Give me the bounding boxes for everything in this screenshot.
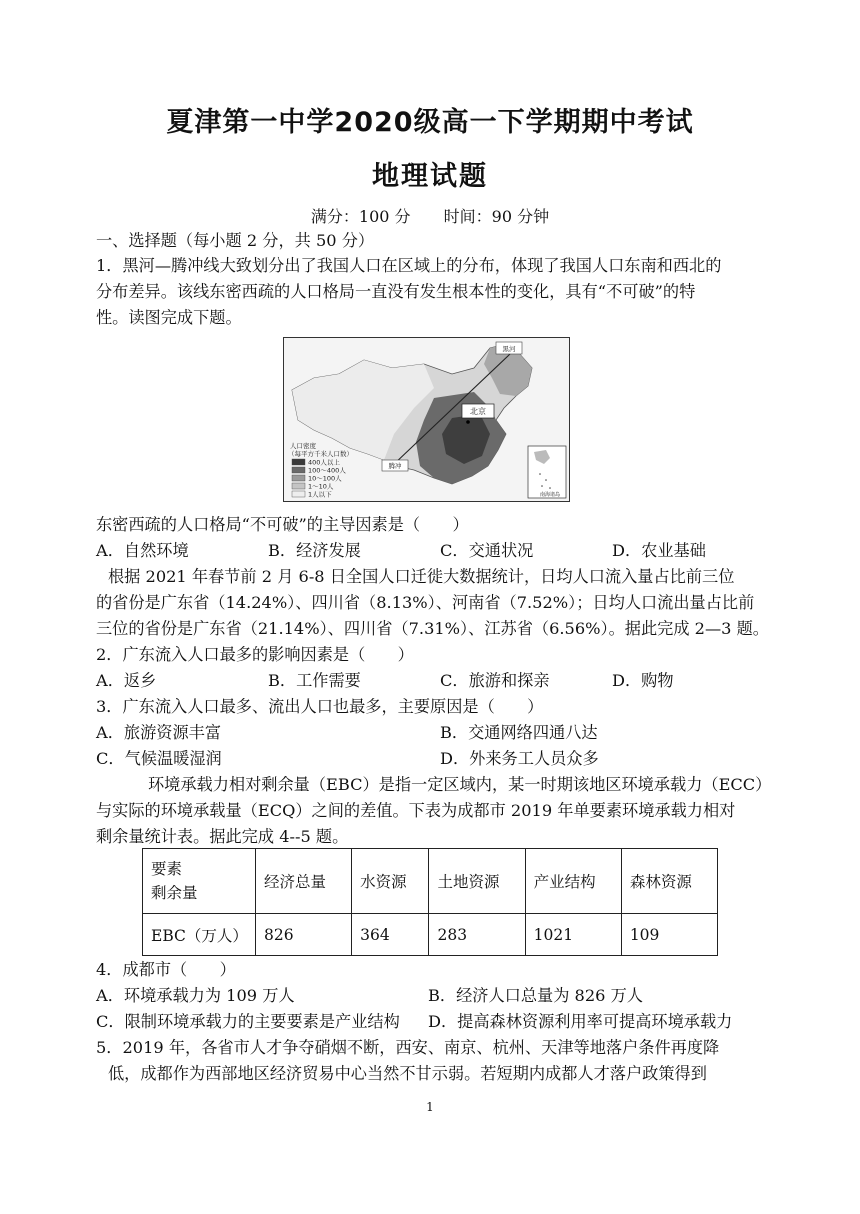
q3-stem: 3．广东流入人口最多、流出人口也最多，主要原因是（ ） — [96, 697, 544, 716]
q1-option-b: B．经济发展 — [268, 541, 361, 560]
label-tengchong: 腾冲 — [388, 462, 402, 470]
legend-item: 1～10人 — [308, 482, 334, 491]
table-cell: 283 — [429, 914, 525, 956]
exam-title: 夏津第一中学2020级高一下学期期中考试 — [166, 107, 694, 138]
table-cell: 364 — [352, 914, 429, 956]
table-header-row — [143, 849, 718, 914]
q4-stem: 4．成都市（ ） — [96, 960, 236, 979]
label-heihe: 黑河 — [502, 345, 516, 353]
q4-option-b: B．经济人口总量为 826 万人 — [428, 986, 643, 1005]
passage2-line-1: 根据 2021 年春节前 2 月 6-8 日全国人口迁徙大数据统计，日均人口流入量占比前三位 — [108, 567, 735, 586]
passage2-line-3: 三位的省份是广东省（21.14%）、四川省（7.31%）、江苏省（6.56%）。据此完成 2—3 题。 — [96, 619, 769, 638]
q5-line-2: 低，成都作为西部地区经济贸易中心当然不甘示弱。若短期内成都人才落户政策得到 — [108, 1064, 707, 1083]
q1-option-d: D．农业基础 — [612, 541, 706, 560]
legend-title: 人口密度 — [290, 442, 316, 450]
column-header: 产业结构 — [525, 849, 621, 914]
q1-option-c: C．交通状况 — [440, 541, 534, 560]
table-row — [143, 914, 718, 956]
q3-option-a: A．旅游资源丰富 — [96, 723, 222, 742]
column-header: 森林资源 — [621, 849, 717, 914]
label-beijing: 北京 — [470, 407, 486, 416]
q3-option-b: B．交通网络四通八达 — [440, 723, 598, 742]
q2-option-c: C．旅游和探亲 — [440, 671, 550, 690]
legend-item: 10～100人 — [308, 474, 342, 483]
q1-option-a: A．自然环境 — [96, 541, 189, 560]
exam-subtitle: 地理试题 — [372, 161, 488, 192]
table-cell: 1021 — [525, 914, 621, 956]
q4-option-a: A．环境承载力为 109 万人 — [96, 986, 295, 1005]
legend-swatch — [292, 475, 305, 481]
table-cell: 109 — [621, 914, 717, 956]
section-heading: 一、选择题（每小题 2 分，共 50 分） — [96, 231, 375, 250]
table-cell: 826 — [256, 914, 352, 956]
page-number: 1 — [426, 1100, 434, 1114]
legend-item: 400人以上 — [308, 458, 340, 467]
table-corner-cell — [143, 849, 256, 914]
passage3-line-2: 与实际的环境承载量（ECQ）之间的差值。下表为成都市 2019 年单要素环境承载力相对 — [96, 801, 736, 820]
column-header: 土地资源 — [429, 849, 525, 914]
inset-label: 南海诸岛 — [539, 492, 561, 498]
q5-line-1: 5．2019 年，各省市人才争夺硝烟不断，西安、南京、杭州、天津等地落户条件再度降 — [96, 1038, 720, 1057]
q2-option-a: A．返乡 — [96, 671, 157, 690]
q3-option-d: D．外来务工人员众多 — [440, 749, 599, 768]
q2-option-b: B．工作需要 — [268, 671, 361, 690]
corner-bottom: 剩余量 — [151, 884, 198, 902]
population-density-map — [283, 337, 570, 502]
q4-option-d: D．提高森林资源利用率可提高环境承载力 — [428, 1012, 733, 1031]
q1-line-3: 性。读图完成下题。 — [96, 308, 242, 327]
legend-item: 100～400人 — [308, 466, 346, 475]
q3-option-c: C．气候温暖湿润 — [96, 749, 222, 768]
legend-swatch — [292, 467, 305, 473]
q2-stem: 2．广东流入人口最多的影响因素是（ ） — [96, 645, 414, 664]
exam-meta — [0, 204, 860, 227]
legend-item: 1人以下 — [308, 490, 332, 499]
ebc-table — [142, 848, 718, 956]
passage2-line-2: 的省份是广东省（14.24%）、四川省（8.13%）、河南省（7.52%）；日均人口流出量占比前 — [96, 593, 755, 612]
q2-option-d: D．购物 — [612, 671, 674, 690]
legend-swatch — [292, 483, 305, 489]
legend-swatch — [292, 459, 305, 465]
column-header: 经济总量 — [256, 849, 352, 914]
full-score: 满分：100 分 — [310, 207, 411, 226]
china-map-figure — [284, 338, 569, 501]
q1-stem: 东密西疏的人口格局“不可破”的主导因素是（ ） — [96, 515, 469, 534]
exam-time: 时间：90 分钟 — [443, 207, 550, 226]
passage3-line-3: 剩余量统计表。据此完成 4--5 题。 — [96, 827, 349, 846]
corner-top: 要素 — [151, 860, 183, 878]
row-label: EBC（万人） — [143, 914, 256, 956]
legend-subtitle: （每平方千米人口数） — [288, 450, 353, 458]
legend-swatch — [292, 491, 305, 497]
q4-option-c: C．限制环境承载力的主要要素是产业结构 — [96, 1012, 400, 1031]
map-legend — [292, 458, 346, 499]
column-header: 水资源 — [352, 849, 429, 914]
q1-line-1: 1．黑河—腾冲线大致划分出了我国人口在区域上的分布，体现了我国人口东南和西北的 — [96, 256, 722, 275]
q1-line-2: 分布差异。该线东密西疏的人口格局一直没有发生根本性的变化，具有“不可破”的特 — [96, 282, 696, 301]
passage3-line-1: 环境承载力相对剩余量（EBC）是指一定区域内，某一时期该地区环境承载力（ECC） — [148, 775, 772, 794]
